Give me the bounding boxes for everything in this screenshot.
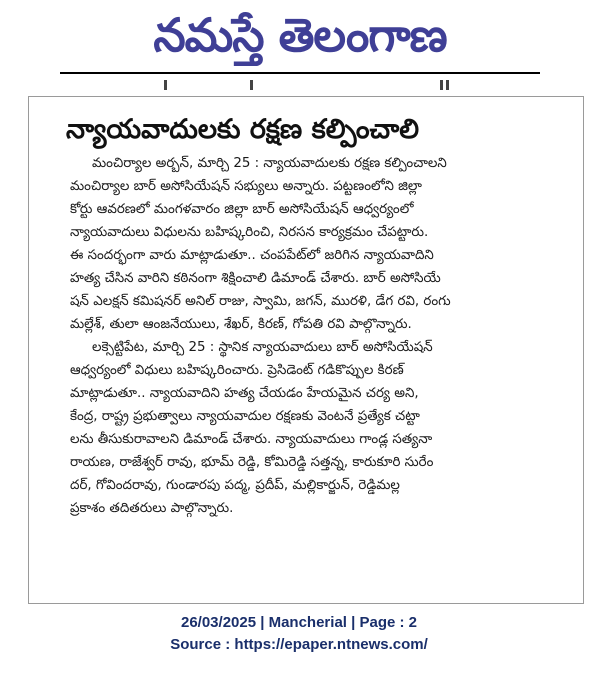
- article-line: ఈ సందర్భంగా వారు మాట్లాడుతూ.. చంపపేట్‌లో జరిగిన న్యాయవాదిని: [70, 248, 434, 263]
- article-line: ఆధ్వర్యంలో విధులు బహిష్కరించారు. ప్రెసిడెంట్ గడికొప్పుల కిరణ్: [70, 363, 404, 378]
- article-line: మాట్లాడుతూ.. న్యాయవాదిని హత్య చేయడం హేయమైన చర్య అని,: [70, 386, 419, 401]
- masthead-logo: నమస్తే తెలంగాణ: [153, 8, 447, 62]
- article-line: లను తీసుకురావాలని డిమాండ్ చేశారు. న్యాయవాదులు గాండ్ల సత్యనా: [70, 432, 433, 447]
- article-body: [70, 152, 570, 520]
- article-line: దర్, గోవిందరావు, గుండారపు పద్మ, ప్రదీప్, మల్లికార్జున్, రెడ్డిమల్ల: [70, 478, 400, 493]
- article-line: న్యాయవాదులు విధులను బహిష్కరించి, నిరసన కార్యక్రమం చేపట్టారు.: [70, 225, 429, 240]
- article-line: షన్ ఎలక్షన్ కమిషనర్ అనిల్ రాజు, స్వామి, జగన్, మురళి, డేగ రవి, రంగు: [70, 294, 451, 309]
- masthead-sub-strip: [140, 78, 470, 94]
- article-line: కోర్టు ఆవరణలో మంగళవారం జిల్లా బార్ అసోసియేషన్ ఆధ్వర్యంలో: [70, 202, 414, 217]
- masthead-divider: [60, 72, 540, 74]
- article-line: కేంద్ర, రాష్ట్ర ప్రభుత్వాలు న్యాయవాదుల రక్షణకు వెంటనే ప్రత్యేక చట్టా: [70, 409, 420, 424]
- article-line: మల్లేశ్, తులా ఆంజనేయులు, శేఖర్, కిరణ్, గోపతి రవి పాల్గొన్నారు.: [70, 317, 412, 332]
- article-line: మంచిర్యాల అర్బన్, మార్చి 25 : న్యాయవాదులకు రక్షణ కల్పించాలని: [92, 156, 447, 171]
- edition-line: 26/03/2025 | Mancherial | Page : 2: [180, 614, 418, 631]
- article-line: మంచిర్యాల బార్ అసోసియేషన్ సభ్యులు అన్నారు. పట్టణంలోని జిల్లా: [70, 179, 422, 194]
- source-link[interactable]: Source : https://epaper.ntnews.com/: [170, 636, 428, 653]
- article-line: రాయణ, రాజేశ్వర్ రావు, భూమ్ రెడ్డి, కోమిరెడ్డి సత్తన్న, కారుకూరి సురేం: [70, 455, 434, 470]
- article-line: లక్సెట్టిపేట, మార్చి 25 : స్థానిక న్యాయవాదులు బార్ అసోసియేషన్: [92, 340, 433, 355]
- article-line: ప్రకాశం తదితరులు పాల్గొన్నారు.: [70, 501, 234, 516]
- article-headline: న్యాయవాదులకు రక్షణ కల్పించాలి: [66, 114, 420, 145]
- article-line: హత్య చేసిన వారిని కఠినంగా శిక్షించాలి డిమాండ్ చేశారు. బార్ అసోసియే: [70, 271, 441, 286]
- epaper-footer: [0, 612, 598, 656]
